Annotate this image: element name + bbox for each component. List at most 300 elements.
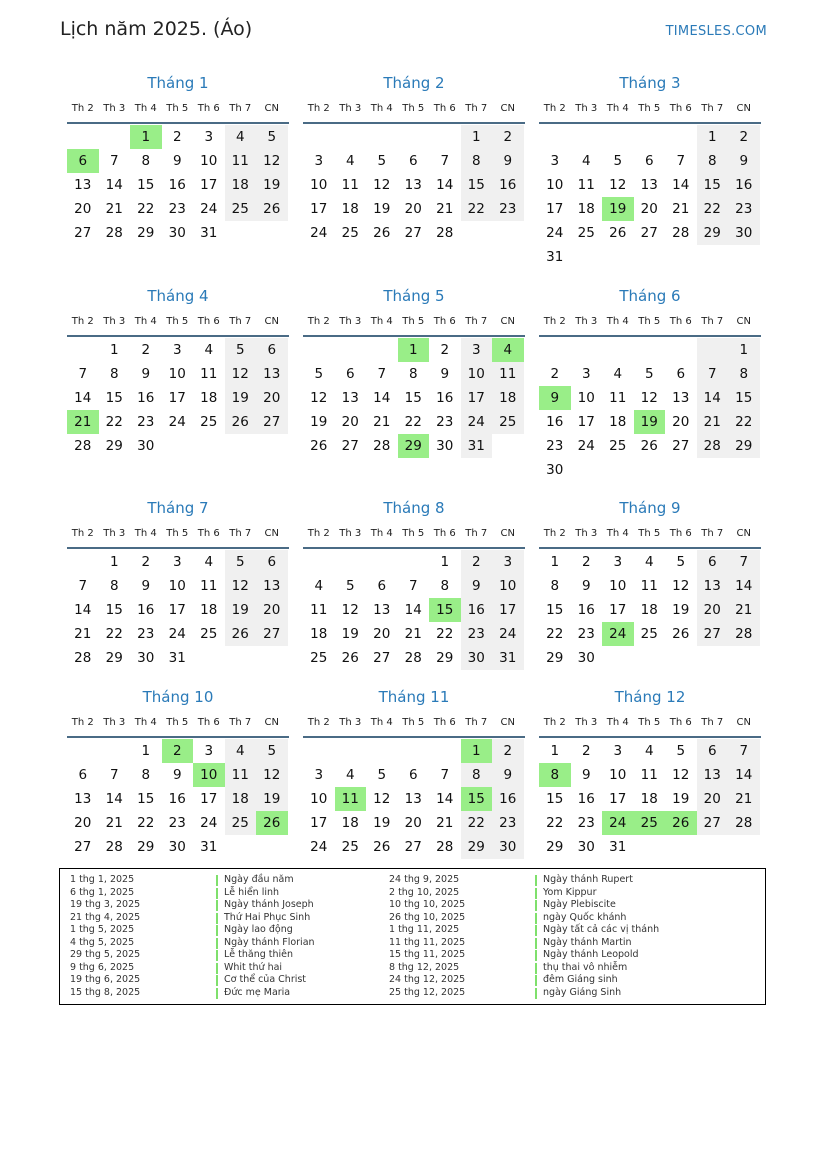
day-cell[interactable]: 15 — [105, 602, 123, 618]
day-cell[interactable]: 10 — [609, 578, 627, 594]
day-cell[interactable]: 14 — [672, 177, 690, 193]
day-cell[interactable]: 14 — [697, 386, 729, 410]
day-cell[interactable]: 6 — [256, 338, 288, 362]
day-cell[interactable]: 5 — [644, 366, 654, 382]
holiday-day-cell[interactable]: 1 — [130, 125, 162, 149]
day-cell[interactable]: 19 — [256, 787, 288, 811]
day-cell[interactable]: 15 — [546, 791, 564, 807]
day-cell[interactable]: 20 — [74, 815, 92, 831]
day-cell[interactable]: 23 — [728, 197, 760, 221]
day-cell[interactable]: 14 — [74, 390, 92, 406]
day-cell[interactable]: 30 — [461, 646, 493, 670]
day-cell[interactable]: 1 — [109, 342, 119, 358]
day-cell[interactable]: 19 — [373, 201, 391, 217]
day-cell[interactable]: 20 — [404, 815, 422, 831]
day-cell[interactable]: 1 — [550, 743, 560, 759]
day-cell[interactable]: 13 — [256, 362, 288, 386]
day-cell[interactable]: 21 — [373, 414, 391, 430]
day-cell[interactable]: 2 — [141, 554, 151, 570]
day-cell[interactable]: 29 — [461, 835, 493, 859]
day-cell[interactable]: 18 — [341, 201, 359, 217]
day-cell[interactable]: 5 — [225, 550, 257, 574]
day-cell[interactable]: 18 — [310, 626, 328, 642]
day-cell[interactable]: 6 — [697, 550, 729, 574]
day-cell[interactable]: 26 — [310, 438, 328, 454]
day-cell[interactable]: 7 — [440, 767, 450, 783]
day-cell[interactable]: 23 — [461, 622, 493, 646]
day-cell[interactable]: 7 — [728, 739, 760, 763]
day-cell[interactable]: 11 — [341, 177, 359, 193]
day-cell[interactable]: 3 — [581, 366, 591, 382]
day-cell[interactable]: 25 — [310, 650, 328, 666]
day-cell[interactable]: 26 — [373, 225, 391, 241]
day-cell[interactable]: 9 — [492, 763, 524, 787]
day-cell[interactable]: 10 — [609, 767, 627, 783]
day-cell[interactable]: 14 — [105, 177, 123, 193]
day-cell[interactable]: 29 — [137, 225, 155, 241]
day-cell[interactable]: 5 — [345, 578, 355, 594]
day-cell[interactable]: 30 — [137, 650, 155, 666]
day-cell[interactable]: 11 — [492, 362, 524, 386]
day-cell[interactable]: 1 — [550, 554, 560, 570]
day-cell[interactable]: 23 — [577, 626, 595, 642]
day-cell[interactable]: 24 — [461, 410, 493, 434]
day-cell[interactable]: 18 — [225, 787, 257, 811]
day-cell[interactable]: 5 — [613, 153, 623, 169]
day-cell[interactable]: 29 — [546, 650, 564, 666]
day-cell[interactable]: 7 — [676, 153, 686, 169]
day-cell[interactable]: 12 — [256, 763, 288, 787]
day-cell[interactable]: 28 — [404, 650, 422, 666]
day-cell[interactable]: 27 — [697, 622, 729, 646]
day-cell[interactable]: 16 — [137, 390, 155, 406]
day-cell[interactable]: 6 — [256, 550, 288, 574]
day-cell[interactable]: 6 — [408, 767, 418, 783]
day-cell[interactable]: 3 — [314, 153, 324, 169]
day-cell[interactable]: 1 — [141, 743, 151, 759]
day-cell[interactable]: 3 — [204, 743, 214, 759]
day-cell[interactable]: 30 — [168, 839, 186, 855]
day-cell[interactable]: 31 — [200, 839, 218, 855]
day-cell[interactable]: 23 — [436, 414, 454, 430]
day-cell[interactable]: 14 — [74, 602, 92, 618]
day-cell[interactable]: 10 — [168, 366, 186, 382]
day-cell[interactable]: 11 — [310, 602, 328, 618]
day-cell[interactable]: 20 — [672, 414, 690, 430]
day-cell[interactable]: 13 — [74, 791, 92, 807]
day-cell[interactable]: 9 — [141, 578, 151, 594]
day-cell[interactable]: 9 — [440, 366, 450, 382]
holiday-day-cell[interactable]: 19 — [602, 197, 634, 221]
day-cell[interactable]: 9 — [172, 153, 182, 169]
day-cell[interactable]: 7 — [408, 578, 418, 594]
day-cell[interactable]: 16 — [577, 791, 595, 807]
day-cell[interactable]: 21 — [74, 626, 92, 642]
day-cell[interactable]: 12 — [640, 390, 658, 406]
day-cell[interactable]: 31 — [168, 650, 186, 666]
day-cell[interactable]: 30 — [137, 438, 155, 454]
day-cell[interactable]: 24 — [168, 414, 186, 430]
day-cell[interactable]: 4 — [225, 739, 257, 763]
day-cell[interactable]: 4 — [204, 342, 214, 358]
day-cell[interactable]: 18 — [200, 390, 218, 406]
day-cell[interactable]: 16 — [728, 173, 760, 197]
day-cell[interactable]: 15 — [137, 791, 155, 807]
day-cell[interactable]: 9 — [141, 366, 151, 382]
day-cell[interactable]: 19 — [225, 386, 257, 410]
holiday-day-cell[interactable]: 2 — [162, 739, 194, 763]
day-cell[interactable]: 2 — [492, 125, 524, 149]
day-cell[interactable]: 6 — [676, 366, 686, 382]
day-cell[interactable]: 31 — [546, 249, 564, 265]
holiday-day-cell[interactable]: 21 — [67, 410, 99, 434]
day-cell[interactable]: 2 — [440, 342, 450, 358]
day-cell[interactable]: 16 — [436, 390, 454, 406]
day-cell[interactable]: 30 — [546, 462, 564, 478]
day-cell[interactable]: 7 — [78, 366, 88, 382]
day-cell[interactable]: 28 — [373, 438, 391, 454]
day-cell[interactable]: 3 — [613, 743, 623, 759]
day-cell[interactable]: 23 — [546, 438, 564, 454]
day-cell[interactable]: 22 — [546, 815, 564, 831]
day-cell[interactable]: 8 — [440, 578, 450, 594]
day-cell[interactable]: 1 — [109, 554, 119, 570]
day-cell[interactable]: 14 — [728, 763, 760, 787]
day-cell[interactable]: 4 — [204, 554, 214, 570]
day-cell[interactable]: 24 — [492, 622, 524, 646]
day-cell[interactable]: 16 — [168, 177, 186, 193]
day-cell[interactable]: 23 — [577, 815, 595, 831]
holiday-day-cell[interactable]: 10 — [193, 763, 225, 787]
day-cell[interactable]: 6 — [377, 578, 387, 594]
day-cell[interactable]: 5 — [676, 743, 686, 759]
day-cell[interactable]: 1 — [440, 554, 450, 570]
day-cell[interactable]: 4 — [314, 578, 324, 594]
day-cell[interactable]: 2 — [728, 125, 760, 149]
day-cell[interactable]: 30 — [492, 835, 524, 859]
holiday-day-cell[interactable]: 8 — [539, 763, 571, 787]
day-cell[interactable]: 4 — [225, 125, 257, 149]
day-cell[interactable]: 16 — [168, 791, 186, 807]
day-cell[interactable]: 2 — [492, 739, 524, 763]
day-cell[interactable]: 31 — [200, 225, 218, 241]
day-cell[interactable]: 13 — [256, 574, 288, 598]
day-cell[interactable]: 21 — [697, 410, 729, 434]
day-cell[interactable]: 16 — [577, 602, 595, 618]
day-cell[interactable]: 30 — [577, 650, 595, 666]
day-cell[interactable]: 20 — [404, 201, 422, 217]
day-cell[interactable]: 17 — [310, 201, 328, 217]
day-cell[interactable]: 17 — [200, 177, 218, 193]
day-cell[interactable]: 2 — [141, 342, 151, 358]
day-cell[interactable]: 27 — [256, 410, 288, 434]
day-cell[interactable]: 20 — [74, 201, 92, 217]
day-cell[interactable]: 13 — [404, 177, 422, 193]
day-cell[interactable]: 13 — [697, 763, 729, 787]
day-cell[interactable]: 13 — [341, 390, 359, 406]
day-cell[interactable]: 6 — [697, 739, 729, 763]
day-cell[interactable]: 3 — [550, 153, 560, 169]
day-cell[interactable]: 7 — [440, 153, 450, 169]
day-cell[interactable]: 9 — [492, 149, 524, 173]
holiday-day-cell[interactable]: 11 — [335, 787, 367, 811]
day-cell[interactable]: 22 — [404, 414, 422, 430]
day-cell[interactable]: 20 — [697, 598, 729, 622]
day-cell[interactable]: 21 — [404, 626, 422, 642]
day-cell[interactable]: 22 — [697, 197, 729, 221]
day-cell[interactable]: 10 — [546, 177, 564, 193]
day-cell[interactable]: 17 — [168, 390, 186, 406]
day-cell[interactable]: 8 — [728, 362, 760, 386]
day-cell[interactable]: 17 — [609, 791, 627, 807]
holiday-day-cell[interactable]: 29 — [398, 434, 430, 458]
day-cell[interactable]: 24 — [310, 225, 328, 241]
day-cell[interactable]: 22 — [461, 811, 493, 835]
day-cell[interactable]: 12 — [225, 574, 257, 598]
brand-link[interactable]: TIMESLES.COM — [665, 24, 767, 39]
day-cell[interactable]: 22 — [137, 201, 155, 217]
day-cell[interactable]: 29 — [728, 434, 760, 458]
day-cell[interactable]: 25 — [577, 225, 595, 241]
day-cell[interactable]: 28 — [728, 622, 760, 646]
day-cell[interactable]: 19 — [225, 598, 257, 622]
day-cell[interactable]: 20 — [256, 386, 288, 410]
holiday-day-cell[interactable]: 1 — [398, 338, 430, 362]
day-cell[interactable]: 11 — [200, 366, 218, 382]
day-cell[interactable]: 26 — [225, 622, 257, 646]
day-cell[interactable]: 29 — [105, 650, 123, 666]
day-cell[interactable]: 29 — [546, 839, 564, 855]
day-cell[interactable]: 11 — [609, 390, 627, 406]
holiday-day-cell[interactable]: 26 — [665, 811, 697, 835]
day-cell[interactable]: 28 — [74, 438, 92, 454]
day-cell[interactable]: 3 — [172, 554, 182, 570]
holiday-day-cell[interactable]: 25 — [634, 811, 666, 835]
day-cell[interactable]: 10 — [310, 177, 328, 193]
day-cell[interactable]: 12 — [609, 177, 627, 193]
day-cell[interactable]: 22 — [137, 815, 155, 831]
day-cell[interactable]: 26 — [256, 197, 288, 221]
day-cell[interactable]: 20 — [373, 626, 391, 642]
day-cell[interactable]: 2 — [581, 743, 591, 759]
day-cell[interactable]: 26 — [341, 650, 359, 666]
day-cell[interactable]: 7 — [377, 366, 387, 382]
day-cell[interactable]: 5 — [377, 153, 387, 169]
day-cell[interactable]: 16 — [546, 414, 564, 430]
day-cell[interactable]: 8 — [109, 578, 119, 594]
day-cell[interactable]: 3 — [204, 129, 214, 145]
day-cell[interactable]: 23 — [492, 811, 524, 835]
day-cell[interactable]: 26 — [373, 839, 391, 855]
day-cell[interactable]: 7 — [697, 362, 729, 386]
day-cell[interactable]: 24 — [168, 626, 186, 642]
day-cell[interactable]: 9 — [172, 767, 182, 783]
day-cell[interactable]: 21 — [105, 201, 123, 217]
day-cell[interactable]: 27 — [256, 622, 288, 646]
day-cell[interactable]: 12 — [672, 767, 690, 783]
day-cell[interactable]: 21 — [728, 598, 760, 622]
day-cell[interactable]: 17 — [461, 386, 493, 410]
day-cell[interactable]: 8 — [550, 578, 560, 594]
day-cell[interactable]: 24 — [546, 225, 564, 241]
day-cell[interactable]: 27 — [640, 225, 658, 241]
day-cell[interactable]: 4 — [345, 767, 355, 783]
day-cell[interactable]: 10 — [200, 153, 218, 169]
day-cell[interactable]: 2 — [461, 550, 493, 574]
holiday-day-cell[interactable]: 1 — [461, 739, 493, 763]
day-cell[interactable]: 24 — [200, 201, 218, 217]
day-cell[interactable]: 9 — [581, 767, 591, 783]
day-cell[interactable]: 20 — [256, 598, 288, 622]
day-cell[interactable]: 18 — [640, 602, 658, 618]
day-cell[interactable]: 18 — [341, 815, 359, 831]
day-cell[interactable]: 4 — [345, 153, 355, 169]
day-cell[interactable]: 4 — [644, 554, 654, 570]
day-cell[interactable]: 6 — [644, 153, 654, 169]
day-cell[interactable]: 11 — [225, 763, 257, 787]
day-cell[interactable]: 13 — [74, 177, 92, 193]
day-cell[interactable]: 28 — [672, 225, 690, 241]
day-cell[interactable]: 11 — [640, 767, 658, 783]
day-cell[interactable]: 28 — [436, 225, 454, 241]
day-cell[interactable]: 4 — [644, 743, 654, 759]
day-cell[interactable]: 10 — [461, 362, 493, 386]
day-cell[interactable]: 5 — [256, 125, 288, 149]
day-cell[interactable]: 30 — [577, 839, 595, 855]
day-cell[interactable]: 9 — [728, 149, 760, 173]
day-cell[interactable]: 15 — [728, 386, 760, 410]
holiday-day-cell[interactable]: 4 — [492, 338, 524, 362]
day-cell[interactable]: 18 — [577, 201, 595, 217]
day-cell[interactable]: 17 — [577, 414, 595, 430]
day-cell[interactable]: 12 — [672, 578, 690, 594]
day-cell[interactable]: 25 — [200, 414, 218, 430]
holiday-day-cell[interactable]: 15 — [461, 787, 493, 811]
day-cell[interactable]: 25 — [341, 839, 359, 855]
day-cell[interactable]: 19 — [672, 602, 690, 618]
day-cell[interactable]: 26 — [609, 225, 627, 241]
day-cell[interactable]: 9 — [581, 578, 591, 594]
day-cell[interactable]: 22 — [546, 626, 564, 642]
day-cell[interactable]: 29 — [137, 839, 155, 855]
day-cell[interactable]: 26 — [640, 438, 658, 454]
day-cell[interactable]: 5 — [377, 767, 387, 783]
day-cell[interactable]: 22 — [436, 626, 454, 642]
day-cell[interactable]: 17 — [310, 815, 328, 831]
day-cell[interactable]: 21 — [672, 201, 690, 217]
day-cell[interactable]: 29 — [697, 221, 729, 245]
day-cell[interactable]: 17 — [168, 602, 186, 618]
day-cell[interactable]: 16 — [461, 598, 493, 622]
day-cell[interactable]: 26 — [225, 410, 257, 434]
day-cell[interactable]: 28 — [105, 225, 123, 241]
day-cell[interactable]: 3 — [613, 554, 623, 570]
day-cell[interactable]: 18 — [492, 386, 524, 410]
day-cell[interactable]: 2 — [172, 129, 182, 145]
day-cell[interactable]: 19 — [672, 791, 690, 807]
day-cell[interactable]: 2 — [581, 554, 591, 570]
day-cell[interactable]: 22 — [728, 410, 760, 434]
day-cell[interactable]: 12 — [373, 177, 391, 193]
day-cell[interactable]: 28 — [74, 650, 92, 666]
day-cell[interactable]: 24 — [577, 438, 595, 454]
day-cell[interactable]: 21 — [728, 787, 760, 811]
day-cell[interactable]: 31 — [492, 646, 524, 670]
day-cell[interactable]: 5 — [225, 338, 257, 362]
holiday-day-cell[interactable]: 24 — [602, 622, 634, 646]
day-cell[interactable]: 20 — [341, 414, 359, 430]
day-cell[interactable]: 28 — [728, 811, 760, 835]
day-cell[interactable]: 22 — [105, 414, 123, 430]
day-cell[interactable]: 19 — [310, 414, 328, 430]
day-cell[interactable]: 8 — [461, 149, 493, 173]
day-cell[interactable]: 13 — [672, 390, 690, 406]
day-cell[interactable]: 25 — [609, 438, 627, 454]
day-cell[interactable]: 23 — [137, 626, 155, 642]
day-cell[interactable]: 19 — [256, 173, 288, 197]
day-cell[interactable]: 27 — [404, 225, 422, 241]
day-cell[interactable]: 20 — [697, 787, 729, 811]
day-cell[interactable]: 10 — [310, 791, 328, 807]
day-cell[interactable]: 30 — [728, 221, 760, 245]
day-cell[interactable]: 25 — [341, 225, 359, 241]
day-cell[interactable]: 1 — [461, 125, 493, 149]
day-cell[interactable]: 11 — [200, 578, 218, 594]
day-cell[interactable]: 17 — [546, 201, 564, 217]
holiday-day-cell[interactable]: 24 — [602, 811, 634, 835]
day-cell[interactable]: 13 — [373, 602, 391, 618]
day-cell[interactable]: 15 — [105, 390, 123, 406]
day-cell[interactable]: 25 — [200, 626, 218, 642]
day-cell[interactable]: 8 — [141, 767, 151, 783]
day-cell[interactable]: 8 — [697, 149, 729, 173]
day-cell[interactable]: 17 — [200, 791, 218, 807]
day-cell[interactable]: 23 — [137, 414, 155, 430]
day-cell[interactable]: 28 — [436, 839, 454, 855]
day-cell[interactable]: 18 — [609, 414, 627, 430]
day-cell[interactable]: 28 — [697, 434, 729, 458]
day-cell[interactable]: 21 — [436, 201, 454, 217]
day-cell[interactable]: 18 — [225, 173, 257, 197]
day-cell[interactable]: 17 — [492, 598, 524, 622]
day-cell[interactable]: 4 — [613, 366, 623, 382]
day-cell[interactable]: 6 — [78, 767, 88, 783]
day-cell[interactable]: 3 — [314, 767, 324, 783]
day-cell[interactable]: 16 — [492, 787, 524, 811]
day-cell[interactable]: 15 — [137, 177, 155, 193]
day-cell[interactable]: 29 — [105, 438, 123, 454]
day-cell[interactable]: 16 — [137, 602, 155, 618]
day-cell[interactable]: 27 — [74, 839, 92, 855]
day-cell[interactable]: 24 — [200, 815, 218, 831]
day-cell[interactable]: 30 — [168, 225, 186, 241]
day-cell[interactable]: 30 — [436, 438, 454, 454]
day-cell[interactable]: 25 — [640, 626, 658, 642]
day-cell[interactable]: 12 — [341, 602, 359, 618]
day-cell[interactable]: 27 — [74, 225, 92, 241]
day-cell[interactable]: 22 — [105, 626, 123, 642]
day-cell[interactable]: 11 — [225, 149, 257, 173]
day-cell[interactable]: 23 — [168, 201, 186, 217]
day-cell[interactable]: 5 — [256, 739, 288, 763]
day-cell[interactable]: 6 — [408, 153, 418, 169]
holiday-day-cell[interactable]: 26 — [256, 811, 288, 835]
day-cell[interactable]: 13 — [404, 791, 422, 807]
day-cell[interactable]: 25 — [492, 410, 524, 434]
day-cell[interactable]: 18 — [200, 602, 218, 618]
day-cell[interactable]: 14 — [436, 791, 454, 807]
day-cell[interactable]: 24 — [310, 839, 328, 855]
